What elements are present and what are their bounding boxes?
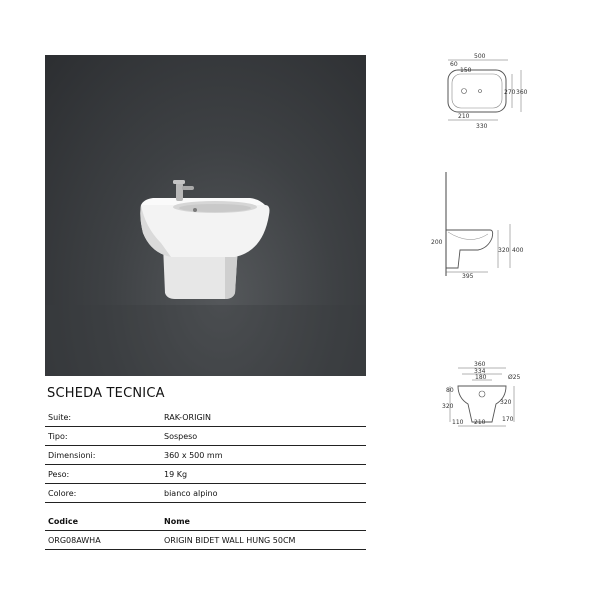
sheet-title: SCHEDA TECNICA: [47, 386, 165, 401]
product-photo: [45, 55, 366, 376]
spec-value: 360 x 500 mm: [164, 451, 223, 460]
spec-key: Peso:: [48, 470, 70, 479]
spec-row-suite: [45, 408, 366, 427]
spec-row-color: [45, 484, 366, 503]
spec-key: Dimensioni:: [48, 451, 96, 460]
dim-400-label: 400: [512, 247, 524, 254]
dim-500-label: 500: [474, 53, 486, 60]
dim-60-label: 60: [450, 61, 458, 68]
dim-170-label: 170: [502, 416, 514, 423]
dim-360-front-label: 360: [474, 361, 486, 368]
spec-value: RAK-ORIGIN: [164, 413, 211, 422]
dim-395-label: 395: [462, 273, 474, 280]
codes-header-name: Nome: [164, 517, 190, 526]
dim-330-label: 330: [476, 123, 488, 130]
spec-key: Colore:: [48, 489, 77, 498]
spec-key: Tipo:: [48, 432, 68, 441]
dim-110-label: 110: [452, 419, 464, 426]
spec-row-dimensions: [45, 446, 366, 465]
codes-row: [45, 531, 366, 550]
dim-200-label: 200: [431, 239, 443, 246]
spec-value: Sospeso: [164, 432, 198, 441]
dim-320-label: 320: [498, 247, 510, 254]
spec-value: 19 Kg: [164, 470, 188, 479]
dim-210-front-label: 210: [474, 419, 486, 426]
spec-value: bianco alpino: [164, 489, 218, 498]
spec-key: Suite:: [48, 413, 72, 422]
bidet-illustration: [45, 55, 366, 376]
dim-150-label: 150: [460, 67, 472, 74]
top-view-drawing: [438, 52, 528, 130]
codes-header-code: Codice: [48, 517, 79, 526]
dim-320-left-label: 320: [442, 403, 454, 410]
spec-row-type: [45, 427, 366, 446]
dim-334-label: 334: [474, 368, 486, 375]
spec-row-weight: [45, 465, 366, 484]
dim-270-label: 270: [504, 89, 516, 96]
dim-80-label: 80: [446, 387, 454, 394]
dim-360-label: 360: [516, 89, 528, 96]
front-view-drawing: [440, 356, 530, 432]
dim-25-label: Ø25: [508, 374, 521, 381]
side-view-drawing: [430, 168, 530, 280]
dim-320-right-label: 320: [500, 399, 512, 406]
dim-180-label: 180: [475, 374, 487, 381]
product-name: ORIGIN BIDET WALL HUNG 50CM: [164, 536, 296, 545]
product-code: ORG08AWHA: [48, 536, 101, 545]
codes-header-row: [45, 512, 366, 531]
dim-210-label: 210: [458, 113, 470, 120]
